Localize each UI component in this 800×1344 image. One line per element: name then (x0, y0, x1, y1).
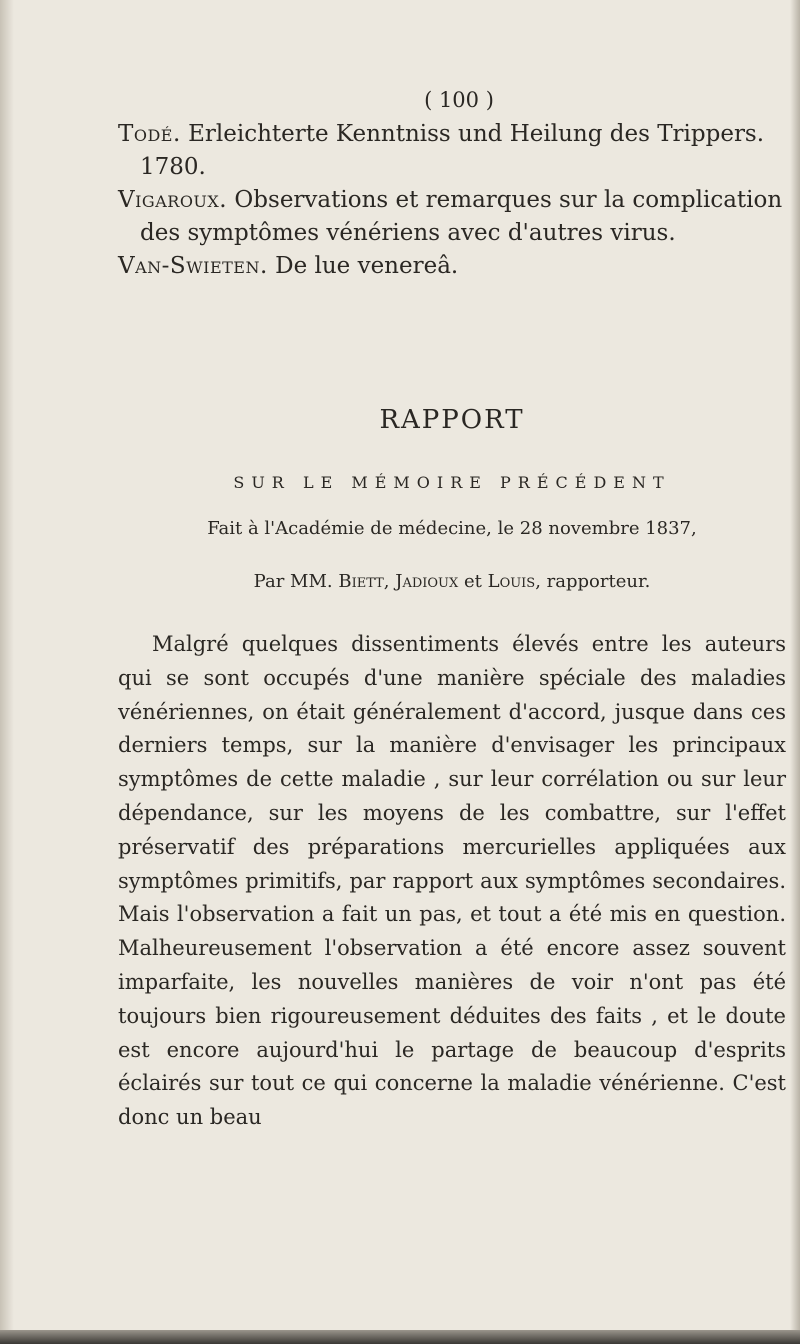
body-paragraph: Malgré quelques dissentiments élevés entre les auteurs qui se sont occupés d'une manière spéciale des maladies vénériennes, on était généralement d'accord, jusque dans ces derniers temps, sur la manière d'envisager les principaux symptômes de cette maladie , sur leur corrélation ou sur leur dépendance, sur les moyens de les combattre, sur l'effet préservatif des préparations mercurielles appliquées aux symptômes primitifs, par rapport aux symptômes secondaires. Mais l'observation a fait un pas, et tout a été mis en question. Malheureusement l'observation a été encore assez souvent imparfaite, les nouvelles manières de voir n'ont pas été toujours bien rigoureusement déduites des faits , et le doute est encore aujourd'hui le partage de beaucoup d'esprits éclairés sur tout ce qui concerne la maladie vénérienne. C'est donc un beau (118, 632, 786, 1130)
reference-author: Van-Swieten. (118, 253, 268, 279)
authors-separator: et (458, 571, 488, 592)
report-authors-line (118, 571, 786, 592)
reference-author: Vigaroux. (118, 187, 228, 213)
book-page (118, 88, 786, 1135)
reference-tode (118, 118, 786, 184)
page-left-edge (0, 0, 14, 1344)
authors-separator: , (383, 571, 396, 592)
reference-text: Erleichterte Kenntniss und Heilung des Trippers. 1780. (140, 121, 765, 180)
reference-van-swieten (118, 250, 786, 283)
reference-text: Observations et remarques sur la complication des symptômes vénériens avec d'autres virus. (140, 187, 783, 246)
page-right-edge (790, 0, 800, 1344)
reference-author: Todé. (118, 121, 181, 147)
report-title: RAPPORT (379, 405, 525, 435)
author-jadioux: Jadioux (395, 571, 459, 592)
page-bottom-edge (0, 1330, 800, 1344)
author-louis: Louis (487, 571, 536, 592)
report-subtitle: SUR LE MÉMOIRE PRÉCÉDENT (233, 473, 671, 492)
authors-suffix: , rapporteur. (535, 571, 651, 592)
authors-prefix: Par MM. (253, 571, 339, 592)
page-number: ( 100 ) (424, 88, 494, 112)
report-date-line: Fait à l'Académie de médecine, le 28 novembre 1837, (207, 518, 697, 539)
author-biett: Biett (338, 571, 384, 592)
reference-text: De lue venereâ. (267, 253, 459, 279)
reference-vigaroux (118, 184, 786, 250)
